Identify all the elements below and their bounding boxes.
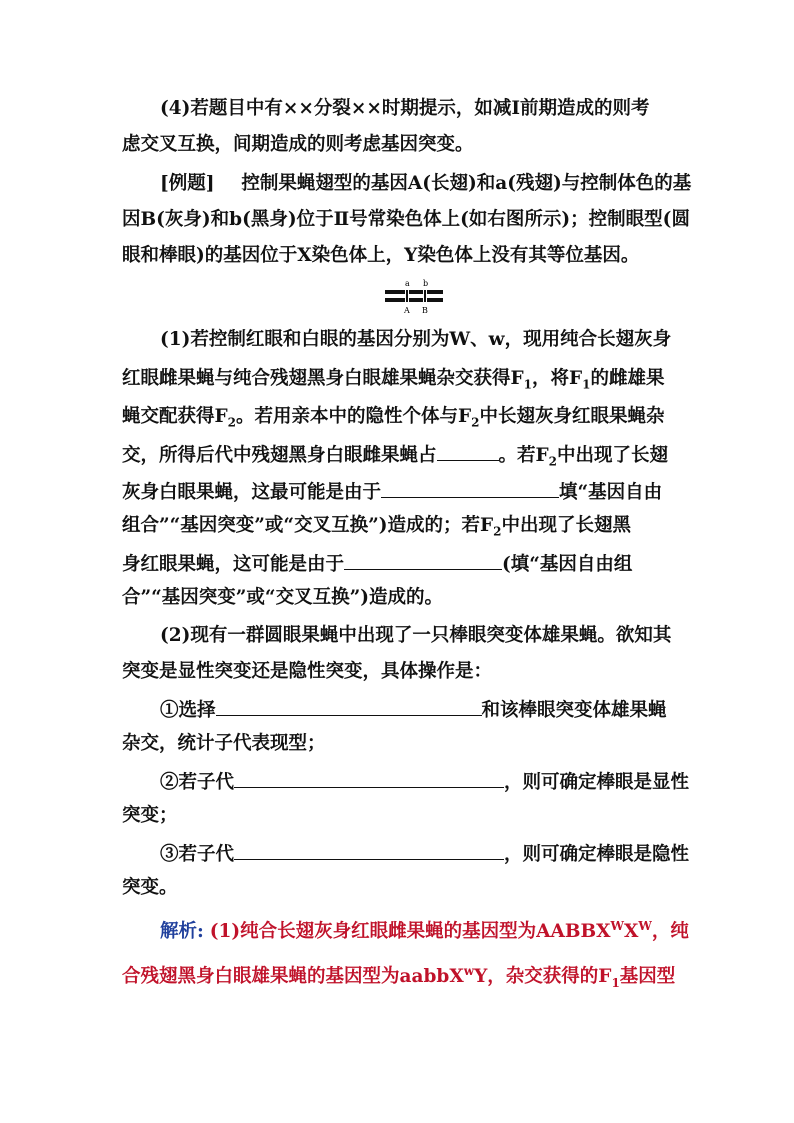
- label-B: B: [422, 306, 428, 315]
- answer-blank-2[interactable]: [381, 477, 559, 498]
- locus-b: [424, 290, 426, 302]
- q1-line-3: 蝇交配获得$F_2$。若用亲本中的隐性个体与$F_2$中长翅灰身红眼果蝇杂: [122, 406, 665, 430]
- example-text: 控制果蝇翅型的基因A(长翅)和a(残翅)与控制体色的基: [241, 173, 692, 194]
- hint-line-1: (4)若题目中有××分裂××时期提示，如减Ⅰ前期造成的则考: [160, 98, 650, 119]
- q1-line-7: 身红眼果蝇，这可能是由于 (填“基因自由组: [122, 549, 682, 578]
- q2-step-3: ③若子代 ，则可确定棒眼是隐性: [160, 839, 682, 868]
- q2-step-1: ①选择 和该棒眼突变体雄果蝇: [160, 695, 682, 724]
- locus-a: [406, 290, 408, 302]
- answer-line-2: 合残翅黑身白眼雄果蝇的基因型为aabbX$^w$Y，杂交获得的$F_1$基因型: [122, 964, 676, 990]
- example-line-3: 眼和棒眼)的基因位于X染色体上，Y染色体上没有其等位基因。: [122, 245, 640, 266]
- q2-step-1-cont: 杂交，统计子代表现型；: [122, 733, 326, 754]
- answer-line-1: 解析: (1)纯合长翅灰身红眼雌果蝇的基因型为$AABBX^WX^W$，纯: [160, 919, 689, 943]
- q1-line-5: 灰身白眼果蝇，这最可能是由于 填“基因自由: [122, 477, 682, 506]
- q2-step-2-cont: 突变；: [122, 805, 178, 826]
- chromosome-upper: [385, 290, 443, 294]
- answer-blank-1[interactable]: [437, 440, 499, 461]
- example-line-1: [160, 171, 692, 197]
- q2-step-2: ②若子代 ，则可确定棒眼是显性: [160, 767, 682, 796]
- q1-line-1: (1)若控制红眼和白眼的基因分别为W、w，现用纯合长翅灰身: [160, 329, 672, 350]
- q2-line-1: (2)现有一群圆眼果蝇中出现了一只棒眼突变体雄果蝇。欲知其: [160, 625, 672, 646]
- q1-line-8: 合”“基因突变”或“交叉互换”)造成的。: [122, 587, 443, 608]
- q2-step-3-cont: 突变。: [122, 877, 178, 898]
- q1-line-4: 交，所得后代中残翅黑身白眼雌果蝇占 。若$F_2$中出现了长翅: [122, 440, 682, 475]
- q1-line-6: 组合”“基因突变”或“交叉互换”)造成的；若$F_2$中出现了长翅黑: [122, 515, 631, 539]
- example-tag: [例题]: [160, 173, 215, 194]
- label-a: a: [405, 279, 410, 288]
- answer-blank-3[interactable]: [344, 549, 502, 570]
- q2-line-2: 突变是显性突变还是隐性突变，具体操作是：: [122, 661, 493, 682]
- label-A: A: [404, 306, 410, 315]
- chromosome-lower: [385, 298, 443, 302]
- answer-label: 解析: [160, 921, 198, 943]
- label-b: b: [423, 279, 429, 288]
- chromosome-figure: [383, 278, 447, 318]
- hint-line-2: 虑交叉互换，间期造成的则考虑基因突变。: [122, 134, 474, 155]
- answer-blank-6[interactable]: [234, 839, 504, 860]
- q1-line-2: 红眼雌果蝇与纯合残翅黑身白眼雄果蝇杂交获得$F_1$，将$F_1$的雌雄果: [122, 368, 665, 392]
- answer-blank-4[interactable]: [216, 695, 482, 716]
- example-line-2: 因B(灰身)和b(黑身)位于Ⅱ号常染色体上(如右图所示)；控制眼型(圆: [122, 209, 690, 230]
- answer-blank-5[interactable]: [234, 767, 504, 788]
